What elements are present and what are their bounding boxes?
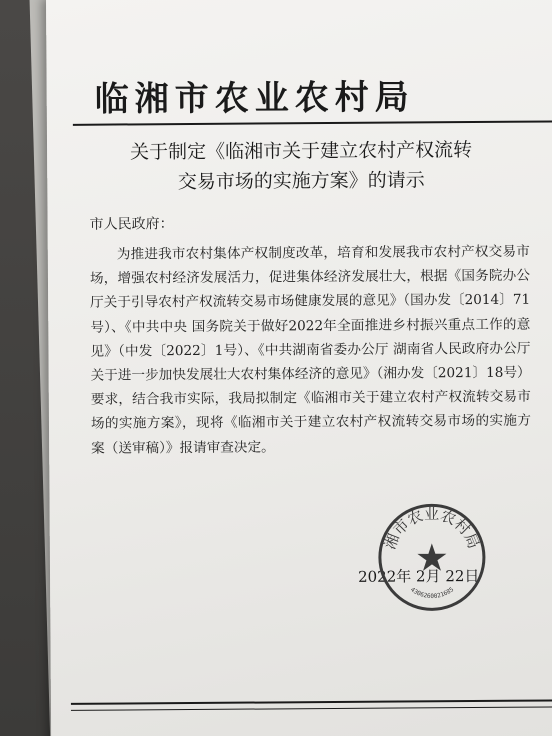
subject-line-2: 交易市场的实施方案》的请示 (177, 169, 425, 194)
salutation: 市人民政府： (89, 216, 174, 233)
seal-number: 4306260021685 (409, 586, 456, 601)
document-subject (101, 135, 501, 198)
footer-rule-thin (71, 706, 552, 710)
document-page (46, 0, 552, 736)
letterhead-divider (73, 120, 552, 125)
footer-rule-thick (71, 699, 552, 704)
signature-date: 2022年 2月 22日 (357, 566, 480, 586)
letterhead-title: 临湘市农业农村局 (94, 77, 415, 120)
official-seal (374, 499, 491, 616)
body-paragraph: 为推进我市农村集体产权制度改革，培育和发展我市农村产权交易市场，增强农村经济发展活力，促进集体经济发展壮大，根据《国务院办公厅关于引导农村产权流转交易市场健康发展的意见》（国办发〔2014〕71号）、《中共中央 国务院关于做好2022年全面推进乡村振兴重点工作的意见》（中发〔2022〕1号）、《中共湖南省委办公厅 湖南省人民政府办公厅关于进一步加快发展壮大农村集体经济的意见》（湘办发〔2021〕18号）要求，结合我市实际，我局拟制定《临湘市关于建立农村产权流转交易市场的实施方案》，现将《临湘市关于建立农村产权流转交易市场的实施方案（送审稿）》报请审查决定。 (89, 243, 532, 457)
seal-star-icon (417, 543, 446, 571)
subject-line-1: 关于制定《临湘市关于建立农村产权流转 (129, 139, 473, 164)
seal-text: 湘市农业农村局 (380, 505, 483, 552)
